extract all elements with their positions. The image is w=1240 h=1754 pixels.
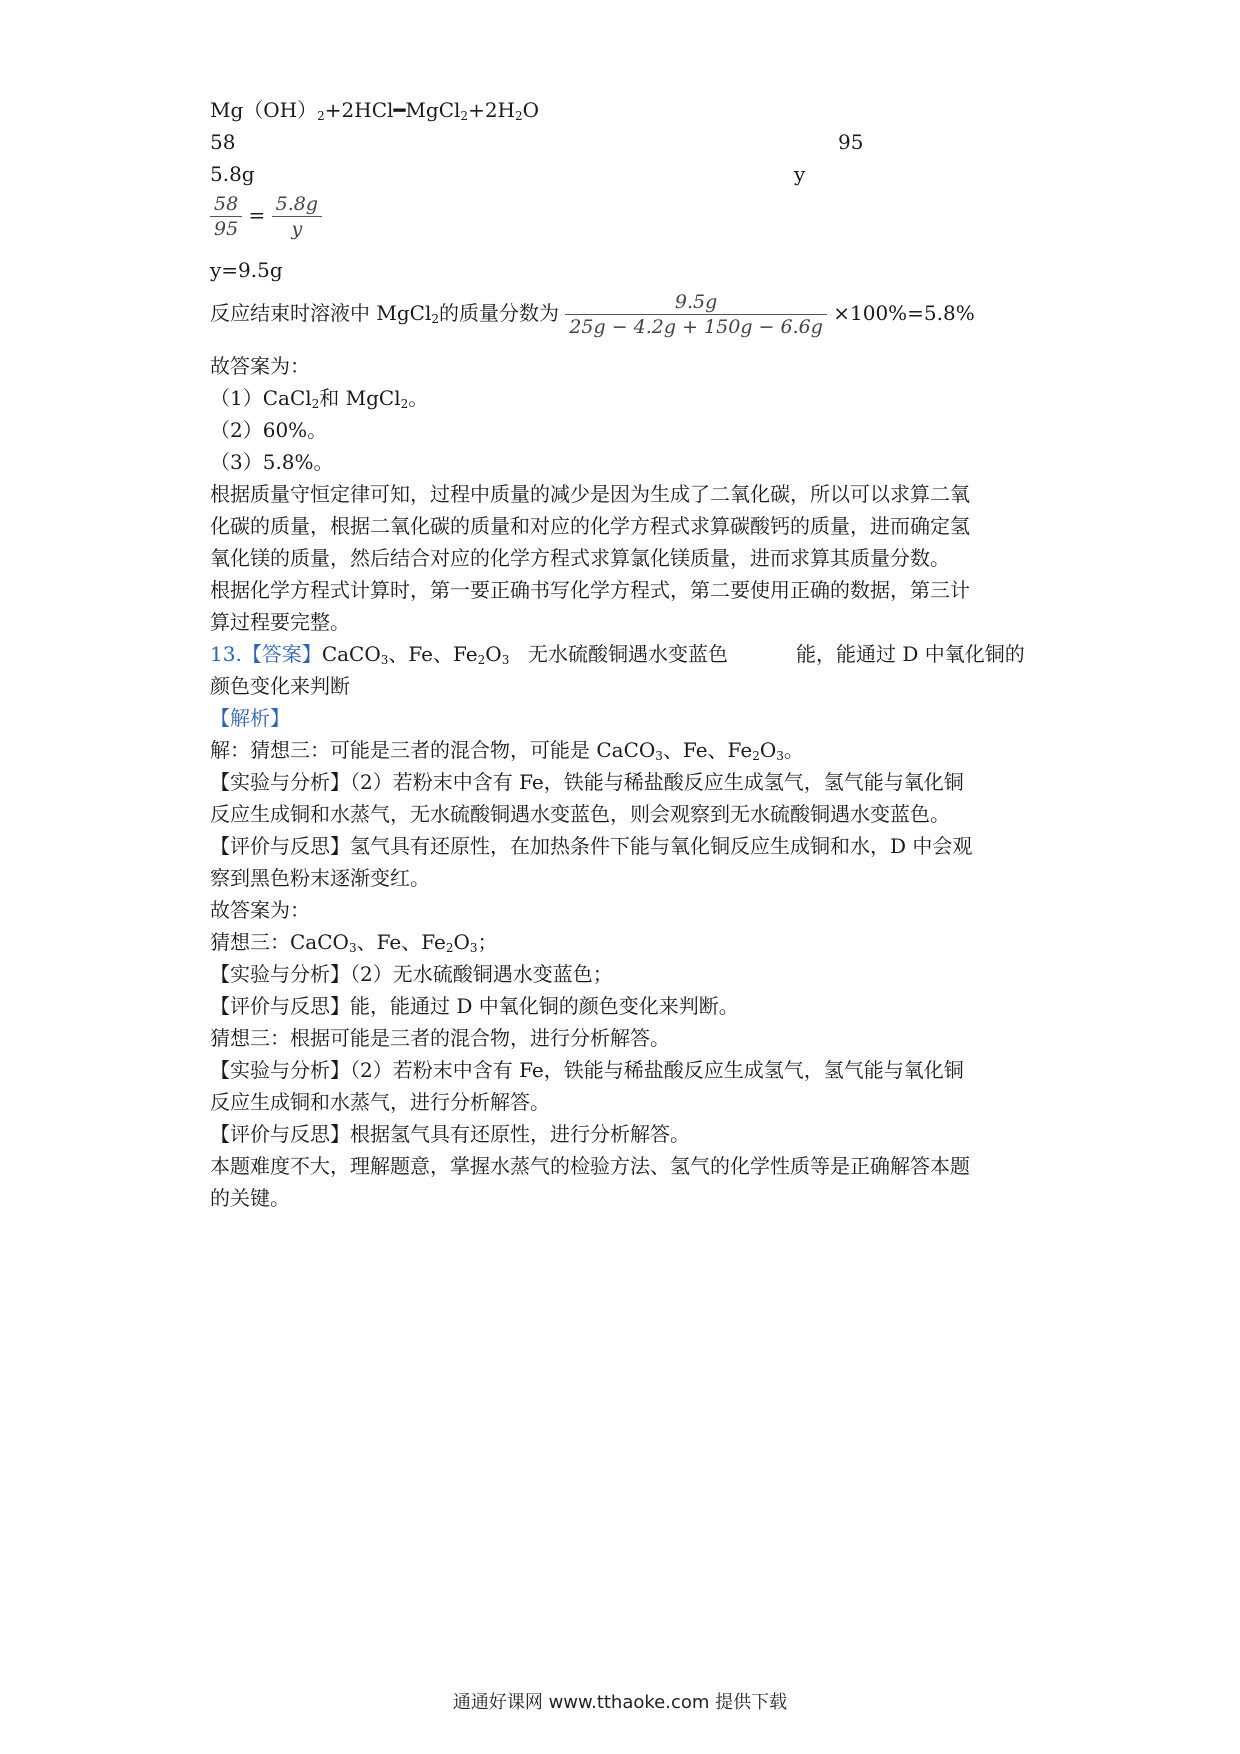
subscript: 2: [431, 312, 439, 326]
fraction-numerator: 9.5g: [565, 290, 827, 315]
mass-fraction: [565, 290, 827, 339]
text: 猜想三：CaCO: [210, 930, 349, 954]
q13-answer-2: 无水硫酸铜遇水变蓝色: [528, 642, 728, 666]
molar-mass-left: 58: [210, 130, 236, 154]
text: O: [453, 930, 470, 954]
text: O: [759, 738, 777, 762]
ratio-equation: [210, 192, 322, 241]
body-line: 【评价与反思】根据氢气具有还原性，进行分析解答。: [210, 1122, 690, 1146]
subscript: 3: [380, 653, 389, 667]
eq-sub: 2: [317, 109, 325, 123]
analysis-line: 化碳的质量，根据二氧化碳的质量和对应的化学方程式求算碳酸钙的质量，进而确定氢: [210, 514, 970, 538]
q13-answer-line: [210, 640, 509, 674]
equals-sign: =: [248, 203, 266, 227]
analysis-line: 算过程要完整。: [210, 610, 350, 634]
fraction-denominator: 25g − 4.2g + 150g − 6.6g: [569, 316, 823, 338]
analysis-tag: 【解析】: [210, 706, 290, 730]
body-line: 故答案为：: [210, 898, 310, 922]
mass-right: y: [794, 162, 806, 186]
question-number: 13.: [210, 642, 242, 666]
q13-answer-line2: 颜色变化来判断: [210, 674, 350, 698]
eq-part: +2H: [468, 98, 515, 122]
body-line: 【评价与反思】氢气具有还原性，在加热条件下能与氧化铜反应生成铜和水，D 中会观: [210, 834, 973, 858]
subscript: 2: [445, 941, 454, 955]
result-line: y=9.5g: [210, 258, 283, 282]
eq-part: Mg（OH）: [210, 98, 318, 122]
body-line: 【实验与分析】（2）若粉末中含有 Fe，铁能与稀盐酸反应生成氢气，氢气能与氧化铜: [210, 770, 964, 794]
text: 。: [783, 738, 804, 762]
subscript: 2: [752, 749, 760, 763]
analysis-line: 氧化镁的质量，然后结合对应的化学方程式求算氯化镁质量，进而求算其质量分数。: [210, 546, 950, 570]
text: 。: [408, 386, 429, 410]
body-line: 反应生成铜和水蒸气，进行分析解答。: [210, 1090, 550, 1114]
text: 解：猜想三：可能是三者的混合物，可能是 CaCO: [210, 738, 656, 762]
body-line: 猜想三：根据可能是三者的混合物，进行分析解答。: [210, 1026, 670, 1050]
answer-tag: 【答案】: [241, 642, 322, 666]
body-line: 本题难度不大，理解题意，掌握水蒸气的检验方法、氢气的化学性质等是正确解答本题: [210, 1154, 970, 1178]
text: 和 MgCl: [319, 386, 401, 410]
body-line: [210, 736, 804, 770]
text: O: [485, 642, 502, 666]
page-footer: 通通好课网 www.tthaoke.com 提供下载: [452, 1692, 788, 1713]
analysis-line: 根据质量守恒定律可知，过程中质量的减少是因为生成了二氧化碳，所以可以求算二氧: [210, 482, 970, 506]
text: （1）CaCl: [210, 386, 312, 410]
text: ；: [477, 930, 498, 954]
eq-part: O: [522, 98, 540, 122]
subscript: 3: [501, 653, 510, 667]
mass-fraction-line: [210, 290, 975, 339]
eq-sub: 2: [515, 109, 523, 123]
q13-answer-3: 能，能通过 D 中氧化铜的: [796, 642, 1025, 666]
fraction-denominator: y: [291, 218, 303, 240]
subscript: 3: [776, 749, 784, 763]
subscript: 2: [477, 653, 486, 667]
subscript: 3: [655, 749, 663, 763]
subscript: 3: [469, 941, 478, 955]
body-line: 的关键。: [210, 1186, 290, 1210]
text: 、Fe、Fe: [356, 930, 446, 954]
text: 、Fe、Fe: [388, 642, 478, 666]
chemical-equation: [210, 96, 539, 130]
ratio-fraction-right: [272, 192, 322, 241]
body-line: 反应生成铜和水蒸气，无水硫酸铜遇水变蓝色，则会观察到无水硫酸铜遇水变蓝色。: [210, 802, 950, 826]
text: 、Fe、Fe: [662, 738, 753, 762]
fraction-denominator: 95: [214, 218, 239, 240]
body-line: 察到黑色粉末逐渐变红。: [210, 866, 430, 890]
body-line: [210, 928, 498, 962]
text: CaCO: [321, 642, 381, 666]
eq-part: +2HCl━MgCl: [324, 98, 461, 122]
subscript: 2: [400, 397, 409, 411]
eq-sub: 2: [460, 109, 469, 123]
body-line: 【实验与分析】（2）若粉末中含有 Fe，铁能与稀盐酸反应生成氢气，氢气能与氧化铜: [210, 1058, 964, 1082]
fraction-numerator: 58: [210, 192, 242, 217]
fraction-numerator: 5.8g: [272, 192, 322, 217]
text: 反应结束时溶液中 MgCl: [210, 301, 432, 325]
molar-mass-right: 95: [838, 130, 864, 154]
subscript: 2: [311, 397, 320, 411]
answer-2: （2）60%。: [210, 418, 328, 442]
subscript: 3: [348, 941, 357, 955]
analysis-line: 根据化学方程式计算时，第一要正确书写化学方程式，第二要使用正确的数据，第三计: [210, 578, 970, 602]
answers-title: 故答案为：: [210, 354, 310, 378]
text: ×100%=5.8%: [833, 301, 975, 325]
answer-1: [210, 384, 428, 418]
body-line: 【实验与分析】（2）无水硫酸铜遇水变蓝色；: [210, 962, 613, 986]
text: 的质量分数为: [438, 301, 559, 325]
ratio-fraction-left: [210, 192, 242, 241]
body-line: 【评价与反思】能，能通过 D 中氧化铜的颜色变化来判断。: [210, 994, 739, 1018]
answer-3: （3）5.8%。: [210, 450, 334, 474]
mass-left: 5.8g: [210, 162, 255, 186]
